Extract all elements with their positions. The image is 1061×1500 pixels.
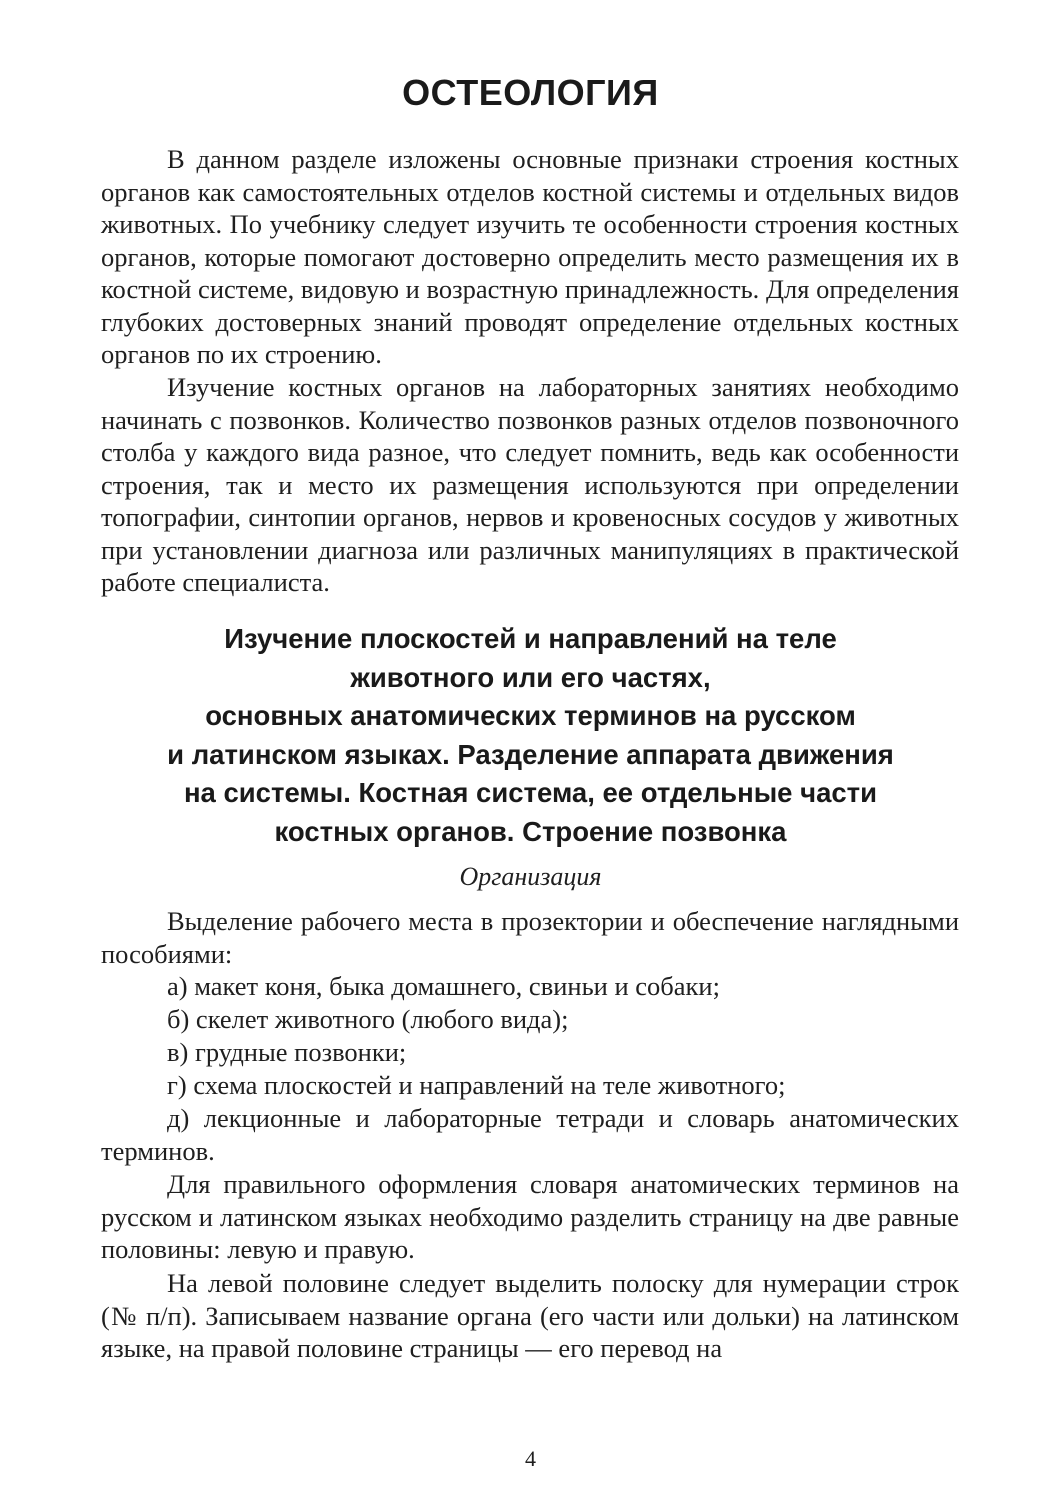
- section-heading-line: Изучение плоскостей и направлений на теле: [224, 623, 837, 654]
- organization-intro: Выделение рабочего места в прозектории и обеспечение наглядными пособиями:: [101, 906, 959, 969]
- page-title: ОСТЕОЛОГИЯ: [402, 72, 659, 113]
- section-heading-line: основных анатомических терминов на русском: [205, 700, 856, 731]
- organization-heading: Организация: [459, 862, 602, 891]
- section-heading-line: на системы. Костная система, ее отдельные части: [183, 777, 878, 808]
- intro-paragraph-1: В данном разделе изложены основные признаки строения костных органов как самостоятельных отделов костной системы и отдельных видов животных. По учебнику следует изучить те особенности строения костных органов, которые помогают достоверно определить место размещения их в костной системе, видовую и возрастную принадлежность. Для определения глубоких достоверных знаний проводят определение отдельных костных органов по их строению.: [101, 144, 959, 369]
- organization-item-d: г) схема плоскостей и направлений на теле животного;: [167, 1070, 786, 1100]
- section-heading-line: костных органов. Строение позвонка: [274, 815, 787, 847]
- section-heading-line: животного или его частях,: [350, 661, 711, 693]
- section-heading: [0, 620, 1061, 851]
- organization-item-a: а) макет коня, быка домашнего, свиньи и собаки;: [167, 971, 720, 1001]
- closing-paragraph-2: На левой половине следует выделить полоску для нумерации строк (№ п/п). Записываем название органа (его части или дольки) на латинском языке, на правой половине страницы — его перевод на: [101, 1268, 959, 1363]
- page-number: 4: [525, 1446, 536, 1471]
- organization-item-c: в) грудные позвонки;: [167, 1037, 407, 1067]
- organization-item-b: б) скелет животного (любого вида);: [167, 1004, 569, 1034]
- organization-item-e: д) лекционные и лабораторные тетради и словарь анатомических терминов.: [101, 1103, 959, 1166]
- closing-paragraph-1: Для правильного оформления словаря анатомических терминов на русском и латинском языках необходимо разделить страницу на две равные половины: левую и правую.: [101, 1169, 959, 1264]
- section-heading-line: и латинском языках. Разделение аппарата движения: [167, 738, 894, 770]
- intro-paragraph-2: Изучение костных органов на лабораторных занятиях необходимо начинать с позвонков. Количество позвонков разных отделов позвоночного столба у каждого вида разное, что следует помнить, ведь как особенности строения, так и место их размещения используются при определении топографии, синтопии органов, нервов и кровеносных сосудов у животных при установлении диагноза или различных манипуляциях в практической работе специалиста.: [101, 372, 959, 597]
